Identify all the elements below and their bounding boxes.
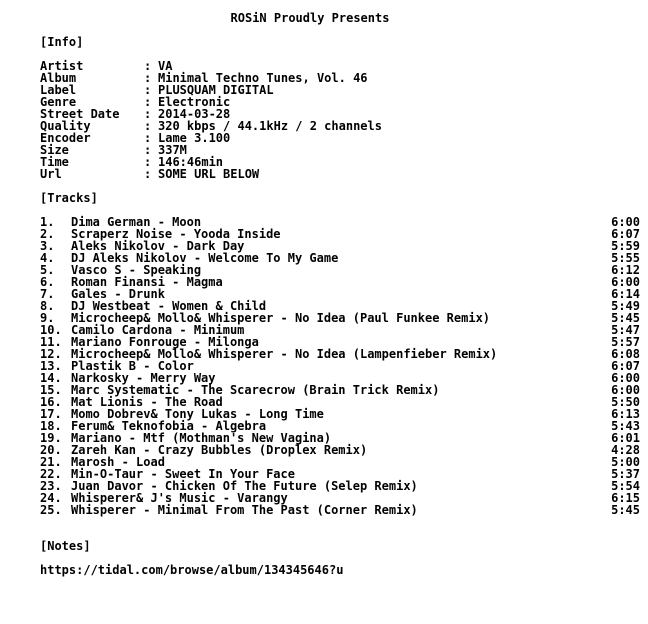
track-title: Gales - Drunk: [71, 287, 165, 301]
info-field-value: VA: [158, 59, 173, 73]
info-field-key: Label: [40, 83, 77, 97]
track-title: Mariano Fonrouge - Milonga: [71, 335, 259, 349]
track-title: DJ Westbeat - Women & Child: [71, 299, 267, 313]
info-field-value: Electronic: [158, 95, 231, 109]
track-title: Mat Lionis - The Road: [71, 395, 223, 409]
track-duration: 6:00: [611, 383, 640, 397]
track-title: Camilo Cardona - Minimum: [71, 323, 245, 337]
track-number: 23.: [40, 479, 62, 493]
track-title: Roman Finansi - Magma: [71, 275, 223, 289]
track-duration: 6:12: [611, 263, 640, 277]
track-title: Momo Dobrev& Tony Lukas - Long Time: [71, 407, 324, 421]
track-duration: 5:43: [611, 419, 640, 433]
track-title: Aleks Nikolov - Dark Day: [71, 239, 245, 253]
info-field-separator: :: [144, 71, 152, 85]
track-duration: 5:47: [611, 323, 640, 337]
info-field-value: Minimal Techno Tunes, Vol. 46: [158, 71, 368, 85]
info-field-separator: :: [144, 107, 152, 121]
info-field-separator: :: [144, 119, 152, 133]
track-duration: 5:49: [611, 299, 640, 313]
track-duration: 6:07: [611, 359, 640, 373]
track-duration: 5:00: [611, 455, 640, 469]
track-duration: 6:08: [611, 347, 640, 361]
track-title: Juan Davor - Chicken Of The Future (Selep Remix): [71, 479, 418, 493]
info-field-value: Lame 3.100: [158, 131, 231, 145]
info-field-value: 320 kbps / 44.1kHz / 2 channels: [158, 119, 382, 133]
track-title: Mariano - Mtf (Mothman's New Vagina): [71, 431, 332, 445]
info-field-separator: :: [144, 155, 152, 169]
track-duration: 6:07: [611, 227, 640, 241]
info-field-url: [40, 168, 259, 180]
track-title: Dima German - Moon: [71, 215, 202, 229]
info-field-key: Genre: [40, 95, 77, 109]
info-field-key: Quality: [40, 119, 91, 133]
track-title: Scraperz Noise - Yooda Inside: [71, 227, 281, 241]
track-title: Vasco S - Speaking: [71, 263, 202, 277]
track-row: [40, 504, 640, 516]
track-title: Plastik B - Color: [71, 359, 194, 373]
track-number: 12.: [40, 347, 62, 361]
tracks-heading: [Tracks]: [40, 191, 98, 205]
track-title: Whisperer& J's Music - Varangy: [71, 491, 288, 505]
track-number: 11.: [40, 335, 62, 349]
track-number: 16.: [40, 395, 62, 409]
info-field-key: Album: [40, 71, 77, 85]
info-field-key: Street Date: [40, 107, 120, 121]
track-number: 18.: [40, 419, 62, 433]
track-duration: 6:00: [611, 275, 640, 289]
track-number: 9.: [40, 311, 55, 325]
track-duration: 5:50: [611, 395, 640, 409]
track-title: Marc Systematic - The Scarecrow (Brain Trick Remix): [71, 383, 440, 397]
info-field-separator: :: [144, 59, 152, 73]
track-number: 10.: [40, 323, 62, 337]
track-duration: 4:28: [611, 443, 640, 457]
track-number: 25.: [40, 503, 62, 517]
info-field-separator: :: [144, 95, 152, 109]
info-field-value: 146:46min: [158, 155, 224, 169]
info-field-value: PLUSQUAM DIGITAL: [158, 83, 274, 97]
track-duration: 6:14: [611, 287, 640, 301]
notes-url[interactable]: https://tidal.com/browse/album/134345646?u: [40, 563, 344, 577]
track-duration: 5:45: [611, 311, 640, 325]
track-duration: 5:55: [611, 251, 640, 265]
track-duration: 5:37: [611, 467, 640, 481]
track-title: Min-O-Taur - Sweet In Your Face: [71, 467, 295, 481]
info-field-key: Encoder: [40, 131, 91, 145]
track-number: 3.: [40, 239, 55, 253]
info-heading: [Info]: [40, 35, 84, 49]
track-number: 20.: [40, 443, 62, 457]
track-duration: 6:15: [611, 491, 640, 505]
info-field-value: SOME URL BELOW: [158, 167, 260, 181]
track-duration: 6:00: [611, 215, 640, 229]
track-duration: 5:57: [611, 335, 640, 349]
page-title: ROSiN Proudly Presents: [230, 11, 390, 25]
info-field-key: Url: [40, 167, 62, 181]
track-number: 17.: [40, 407, 62, 421]
track-number: 7.: [40, 287, 55, 301]
info-field-separator: :: [144, 143, 152, 157]
track-duration: 5:45: [611, 503, 640, 517]
track-title: Zareh Kan - Crazy Bubbles (Droplex Remix): [71, 443, 368, 457]
info-field-key: Artist: [40, 59, 84, 73]
track-number: 19.: [40, 431, 62, 445]
track-number: 22.: [40, 467, 62, 481]
track-number: 13.: [40, 359, 62, 373]
track-number: 8.: [40, 299, 55, 313]
track-number: 5.: [40, 263, 55, 277]
info-field-separator: :: [144, 83, 152, 97]
track-number: 2.: [40, 227, 55, 241]
track-duration: 6:13: [611, 407, 640, 421]
info-field-value: 2014-03-28: [158, 107, 231, 121]
track-title: Narkosky - Merry Way: [71, 371, 216, 385]
track-number: 24.: [40, 491, 62, 505]
track-duration: 5:59: [611, 239, 640, 253]
info-field-value: 337M: [158, 143, 187, 157]
track-title: Marosh - Load: [71, 455, 165, 469]
info-field-key: Time: [40, 155, 69, 169]
track-number: 4.: [40, 251, 55, 265]
track-title: Ferum& Teknofobia - Algebra: [71, 419, 267, 433]
track-number: 6.: [40, 275, 55, 289]
track-title: Microcheep& Mollo& Whisperer - No Idea (Lampenfieber Remix): [71, 347, 498, 361]
info-field-key: Size: [40, 143, 69, 157]
track-title: Whisperer - Minimal From The Past (Corner Remix): [71, 503, 418, 517]
track-duration: 5:54: [611, 479, 640, 493]
track-duration: 6:00: [611, 371, 640, 385]
track-number: 14.: [40, 371, 62, 385]
track-number: 21.: [40, 455, 62, 469]
info-field-separator: :: [144, 131, 152, 145]
track-title: Microcheep& Mollo& Whisperer - No Idea (Paul Funkee Remix): [71, 311, 491, 325]
notes-heading: [Notes]: [40, 539, 91, 553]
track-title: DJ Aleks Nikolov - Welcome To My Game: [71, 251, 339, 265]
info-field-separator: :: [144, 167, 152, 181]
track-number: 15.: [40, 383, 62, 397]
track-duration: 6:01: [611, 431, 640, 445]
track-number: 1.: [40, 215, 55, 229]
